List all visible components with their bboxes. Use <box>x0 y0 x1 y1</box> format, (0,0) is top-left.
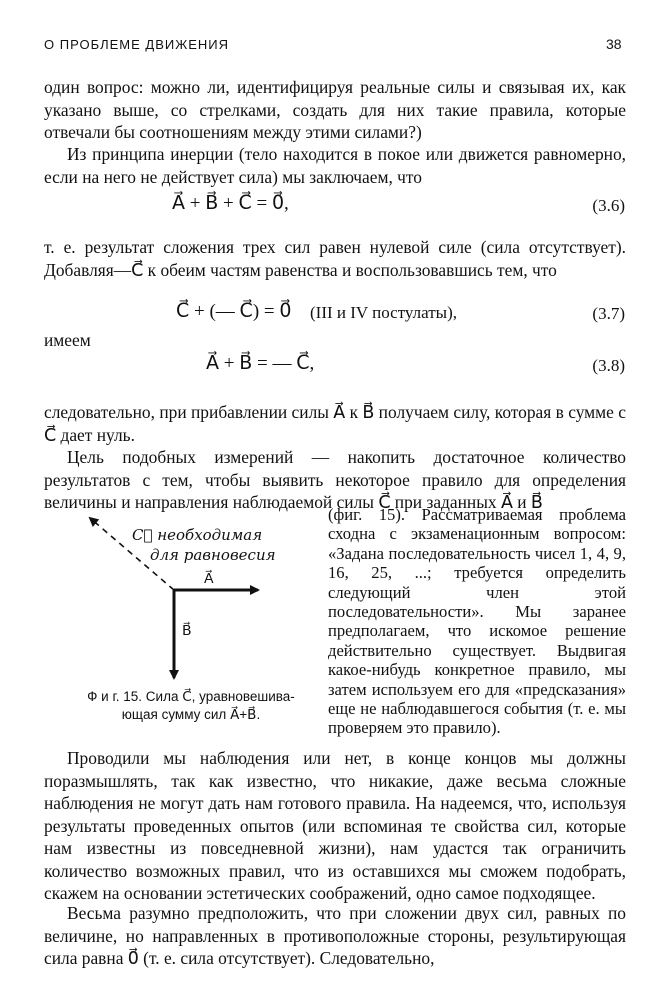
figure-caption <box>60 688 322 724</box>
paragraph-1: один вопрос: можно ли, идентифицируя реальные силы и связывая их, как указано выше, со стрелками, создать для них такие правила, которые отвечали бы соотношениям между этими силами?) <box>44 77 626 142</box>
paragraph-7: Проводили мы наблюдения или нет, в конце концов мы должны поразмышлять, так как известно, что никакие, даже весьма сложные наблюдения не могут дать нам готового правила. На надеемся, что, используя результаты проведенных опытов (или вспоминая те свойства сил, которые нам известны из повседневной жизни), нам удастся так ограничить количество возможных правил, что из оставшихся мы сможем подобрать, скажем на основании эстетических соображений, одно самое подходящее. <box>44 748 626 903</box>
paragraph-5: следовательно, при прибавлении силы A⃗ к B⃗ получаем силу, которая в сумме с C⃗ дает нуль. <box>44 402 626 445</box>
equation-3-7-note: (III и IV постулаты), <box>310 303 457 322</box>
force-diagram <box>70 510 320 688</box>
equation-3-7: C⃗ + (— C⃗) = 0⃗ <box>176 301 292 322</box>
running-header-title: О ПРОБЛЕМЕ ДВИЖЕНИЯ <box>44 37 230 52</box>
equation-number-3-6: (3.6) <box>592 196 625 215</box>
handwritten-note-line-2: для равновесия <box>150 546 276 564</box>
paragraph-2: Из принципа инерции (тело находится в покое или движется равномерно, если на него не действует сила) мы заключаем, что <box>44 144 626 187</box>
figure-caption-line-2: ющая сумму сил A⃗+B⃗. <box>121 707 261 722</box>
figure-15 <box>70 510 320 688</box>
label-vector-b: B⃗ <box>182 622 192 638</box>
figure-caption-line-1: Ф и г. 15. Сила C⃗, уравновешива- <box>87 689 295 704</box>
page-number: 38 <box>606 36 622 52</box>
paragraph-3: т. е. результат сложения трех сил равен нулевой силе (сила отсутствует). Добавляя—C⃗ к обеим частям равенства и воспользовавшись тем, что <box>44 237 626 280</box>
equation-number-3-8: (3.8) <box>592 356 625 375</box>
equation-3-6: A⃗ + B⃗ + C⃗ = 0⃗, <box>172 193 289 214</box>
equation-number-3-7: (3.7) <box>592 304 625 323</box>
paragraph-6: Цель подобных измерений — накопить достаточное количество результатов с тем, чтобы выявить некоторое правило для определения величины и направления наблюдаемой силы C⃗ при заданных A⃗ и B⃗ <box>44 447 626 512</box>
equation-3-8: A⃗ + B⃗ = — C⃗, <box>206 353 315 374</box>
paragraph-4: имеем <box>44 330 91 350</box>
paragraph-6-wrapped-text: (фиг. 15). Рассматриваемая проблема сходна с экзаменационным вопросом: «Задана последовательность чисел 1, 4, 9, 16, 25, ...; требуется определить следующий член этой последовательности». Мы заранее предполагаем, что искомое решение действительно существует. Выдвигая какое-нибудь конкретное правило, мы затем используем его для «предсказания» еще не наблюдавшегося события (т. е. мы проверяем это правило). <box>328 505 626 738</box>
handwritten-note-line-1: C⃗ необходимая <box>132 526 263 544</box>
label-vector-a: A⃗ <box>204 570 214 586</box>
paragraph-8: Весьма разумно предположить, что при сложении двух сил, равных по величине, но направленных в противоположные стороны, результирующая сила равна 0⃗ (т. е. сила отсутствует). Следовательно, <box>44 903 626 968</box>
